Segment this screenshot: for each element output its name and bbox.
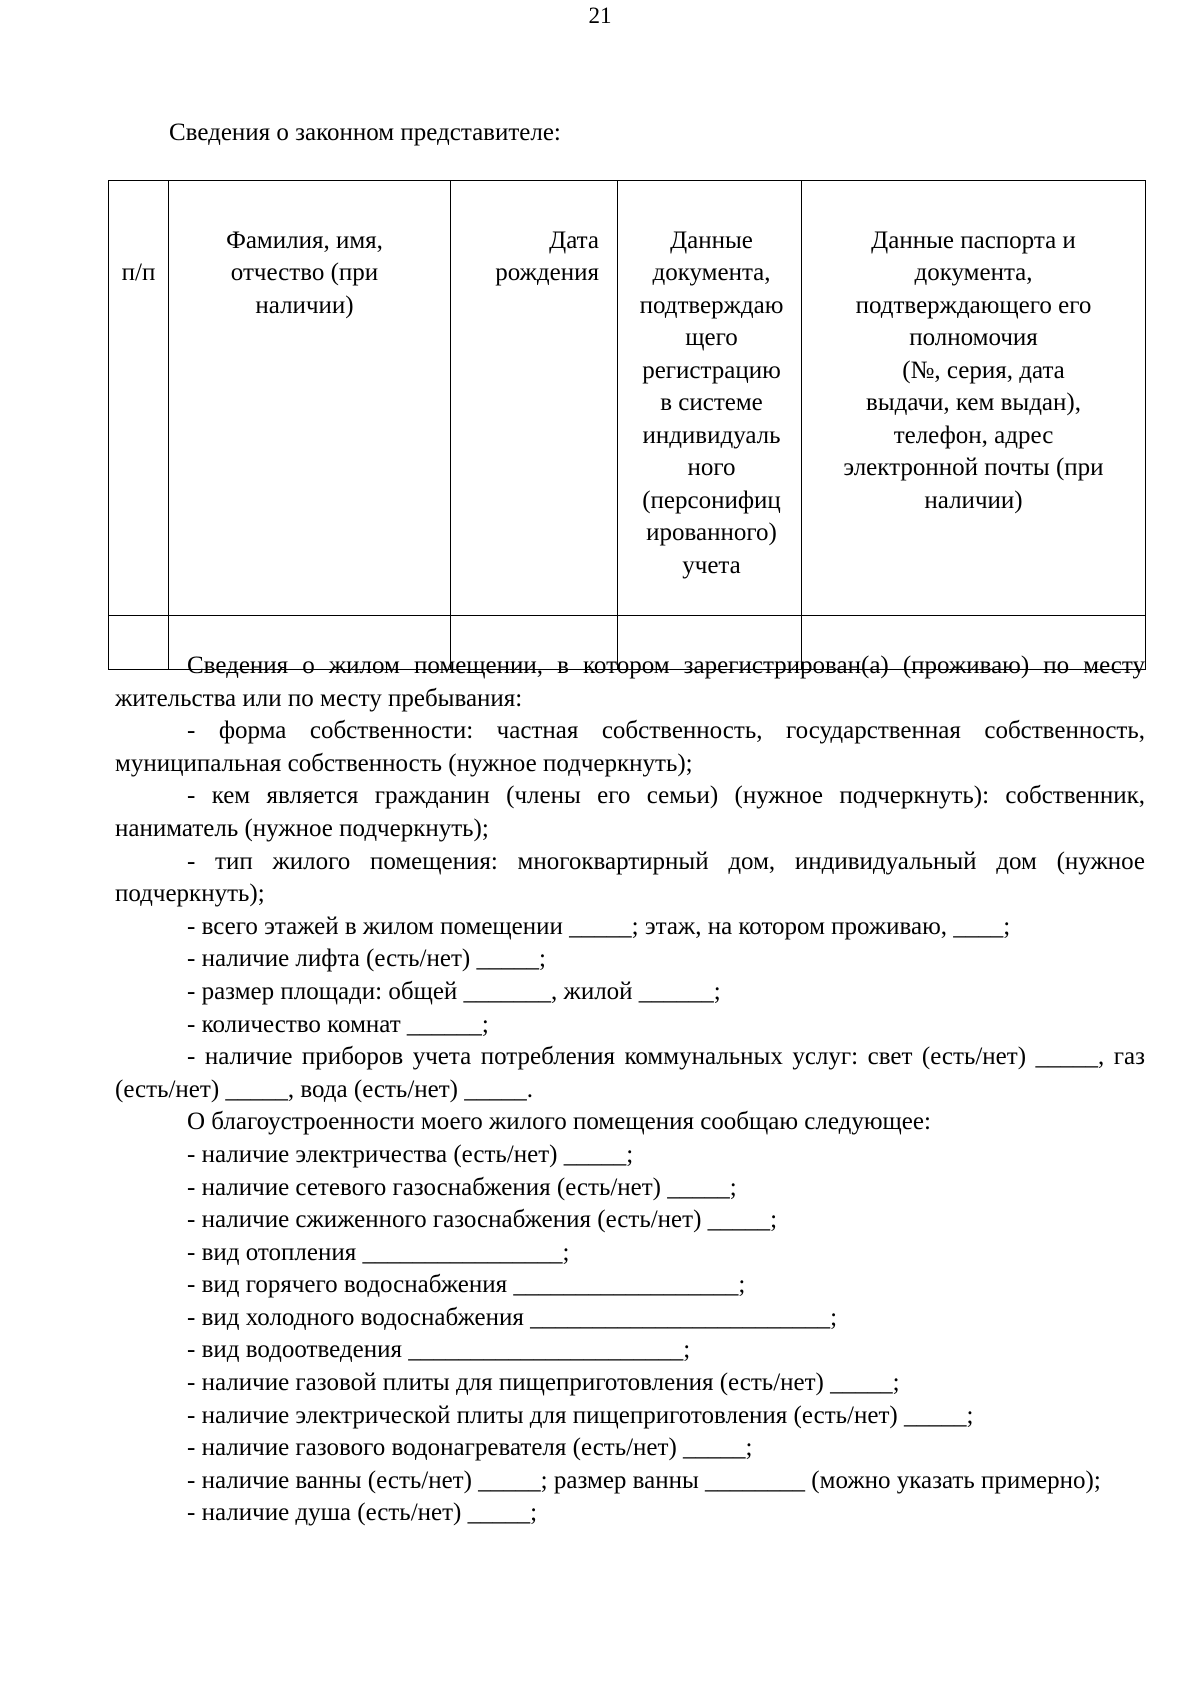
column-header-passport-data xyxy=(802,181,1146,616)
housing-item-area: - размер площади: общей _______, жилой ______; xyxy=(187,977,721,1005)
column-header-registration-document xyxy=(618,181,802,616)
column-header-birth-date xyxy=(451,181,618,616)
amenities-item-electricity: - наличие электричества (есть/нет) _____; xyxy=(187,1140,634,1168)
amenities-item-shower: - наличие душа (есть/нет) _____; xyxy=(187,1499,538,1527)
column-header-passport-data-label xyxy=(802,214,1145,518)
amenities-item-gas-water-heater: - наличие газового водонагревателя (есть/нет) _____; xyxy=(187,1434,753,1462)
passport-header-part-2: (№, серия, дата xyxy=(902,356,1065,384)
housing-item-floors: - всего этажей в жилом помещении _____; этаж, на котором проживаю, ____; xyxy=(187,912,1011,940)
column-header-registration-document-label: Данные документа, подтверждаю щего регистрацию в системе индивидуаль ного (персонифиц ированного) учета xyxy=(639,226,784,579)
document-body xyxy=(115,650,1145,1530)
page-number: 21 xyxy=(588,3,612,28)
amenities-item-cold-water: - вид холодного водоснабжения ________________________; xyxy=(187,1303,838,1331)
column-header-full-name-label: Фамилия, имя, отчество (при наличии) xyxy=(226,226,383,319)
amenities-item-gas-stove: - наличие газовой плиты для пищеприготовления (есть/нет) _____; xyxy=(187,1369,900,1397)
housing-item-dwelling-type: - тип жилого помещения: многоквартирный дом, индивидуальный дом (нужное подчеркнуть); xyxy=(115,847,1145,908)
representative-heading: Сведения о законном представителе: xyxy=(169,119,561,146)
housing-item-citizen-role: - кем является гражданин (члены его семьи) (нужное подчеркнуть): собственник, наниматель (нужное подчеркнуть); xyxy=(115,782,1145,842)
passport-header-part-1: Данные паспорта и документа, подтверждающего его полномочия xyxy=(855,226,1092,351)
table-header-row xyxy=(109,181,1146,616)
column-header-number xyxy=(109,181,169,616)
column-header-birth-date-label: Дата рождения xyxy=(495,226,599,286)
amenities-item-network-gas: - наличие сетевого газоснабжения (есть/нет) _____; xyxy=(187,1173,737,1201)
housing-item-ownership-form: - форма собственности: частная собственность, государственная собственность, муниципальная собственность (нужное подчеркнуть); xyxy=(115,717,1145,777)
column-header-full-name xyxy=(169,181,451,616)
amenities-item-bathtub: - наличие ванны (есть/нет) _____; размер ванны ________ (можно указать примерно); xyxy=(187,1466,1101,1494)
amenities-item-heating: - вид отопления ________________; xyxy=(187,1238,570,1266)
housing-intro: Сведения о жилом помещении, в котором зарегистрирован(а) (проживаю) по месту жительства или по месту пребывания: xyxy=(115,652,1145,712)
amenities-item-electric-stove: - наличие электрической плиты для пищеприготовления (есть/нет) _____; xyxy=(187,1401,974,1429)
housing-item-meters: - наличие приборов учета потребления коммунальных услуг: свет (есть/нет) _____, газ (есть/нет) _____, вода (есть/нет) _____. xyxy=(115,1043,1145,1103)
column-header-number-label: п/п xyxy=(121,258,156,286)
amenities-item-hot-water: - вид горячего водоснабжения __________________; xyxy=(187,1271,746,1299)
amenities-intro: О благоустроенности моего жилого помещения сообщаю следующее: xyxy=(187,1108,931,1136)
representative-table xyxy=(108,180,1146,670)
housing-item-elevator: - наличие лифта (есть/нет) _____; xyxy=(187,945,546,973)
housing-item-rooms: - количество комнат ______; xyxy=(187,1010,489,1038)
passport-header-part-3: выдачи, кем выдан), телефон, адрес электронной почты (при наличии) xyxy=(843,389,1104,514)
amenities-item-liquefied-gas: - наличие сжиженного газоснабжения (есть/нет) _____; xyxy=(187,1206,778,1234)
amenities-item-drainage: - вид водоотведения ______________________; xyxy=(187,1336,691,1364)
